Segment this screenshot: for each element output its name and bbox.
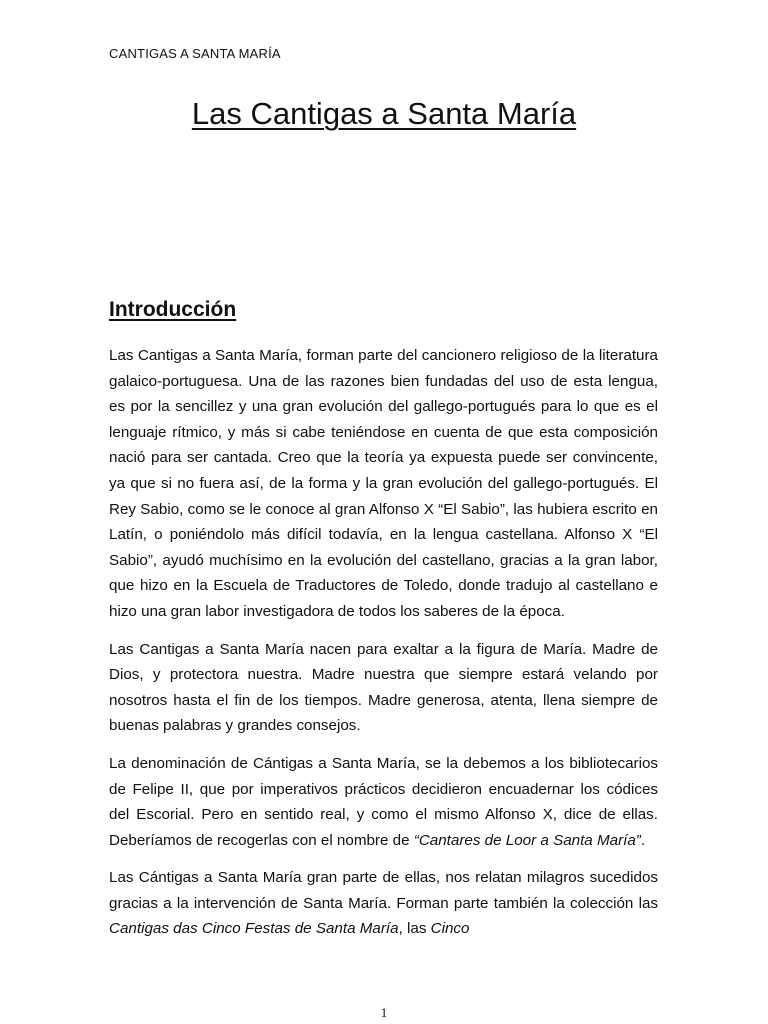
paragraph-4-middle: , las — [398, 920, 431, 938]
paragraph-4 — [109, 865, 658, 942]
section-heading-introduccion: Introducción — [109, 298, 237, 321]
body-text — [109, 343, 658, 954]
paragraph-4-italic-title: Cantigas das Cinco Festas de Santa María — [109, 920, 399, 938]
paragraph-3-italic-quote: “Cantares de Loor a Santa María” — [413, 831, 641, 849]
document-title: Las Cantigas a Santa María — [191, 96, 577, 131]
paragraph-3 — [109, 751, 658, 853]
paragraph-1: Las Cantigas a Santa María, forman parte del cancionero religioso de la literatura galaico-portuguesa. Una de las razones bien fundadas del uso de esta lengua, es por la sencillez y una gran evolución del gallego-portugués para lo que es el lenguaje rítmico, y más si cabe teniéndose en cuenta de que esta composición nació para ser cantada. Creo que la teoría ya expuesta puede ser convincente, ya que si no fuera así, de la forma y la gran evolución del gallego-portugués. El Rey Sabio, como se le conoce al gran Alfonso X “El Sabio”, las hubiera escrito en Latín, o poniéndolo más difícil todavía, en la lengua castellana. Alfonso X “El Sabio”, ayudó muchísimo en la evolución del castellano, gracias a la gran labor, que hizo en la Escuela de Traductores de Toledo, donde tradujo al castellano e hizo una gran labor investigadora de todos los saberes de la época. — [109, 347, 658, 620]
paragraph-3-end: . — [640, 831, 646, 849]
paragraph-4-italic-continuation: Cinco — [430, 920, 470, 938]
running-header: CANTIGAS A SANTA MARÍA — [109, 46, 281, 61]
paragraph-4-text: Las Cántigas a Santa María gran parte de ellas, nos relatan milagros sucedidos gracias a la intervención de Santa María. Forman parte también la colección las — [109, 869, 658, 912]
paragraph-2: Las Cantigas a Santa María nacen para exaltar a la figura de María. Madre de Dios, y protectora nuestra. Madre nuestra que siempre estará velando por nosotros hasta el fin de los tiempos. Madre generosa, atenta, llena siempre de buenas palabras y grandes consejos. — [109, 640, 658, 735]
page-number: 1 — [380, 1005, 388, 1020]
paragraph-3-text: La denominación de Cántigas a Santa María, se la debemos a los bibliotecarios de Felipe II, que por imperativos prácticos decidieron encuadernar los códices del Escorial. Pero en sentido real, y como el mismo Alfonso X, dice de ellas. Deberíamos de recogerlas con el nombre de — [109, 754, 658, 849]
